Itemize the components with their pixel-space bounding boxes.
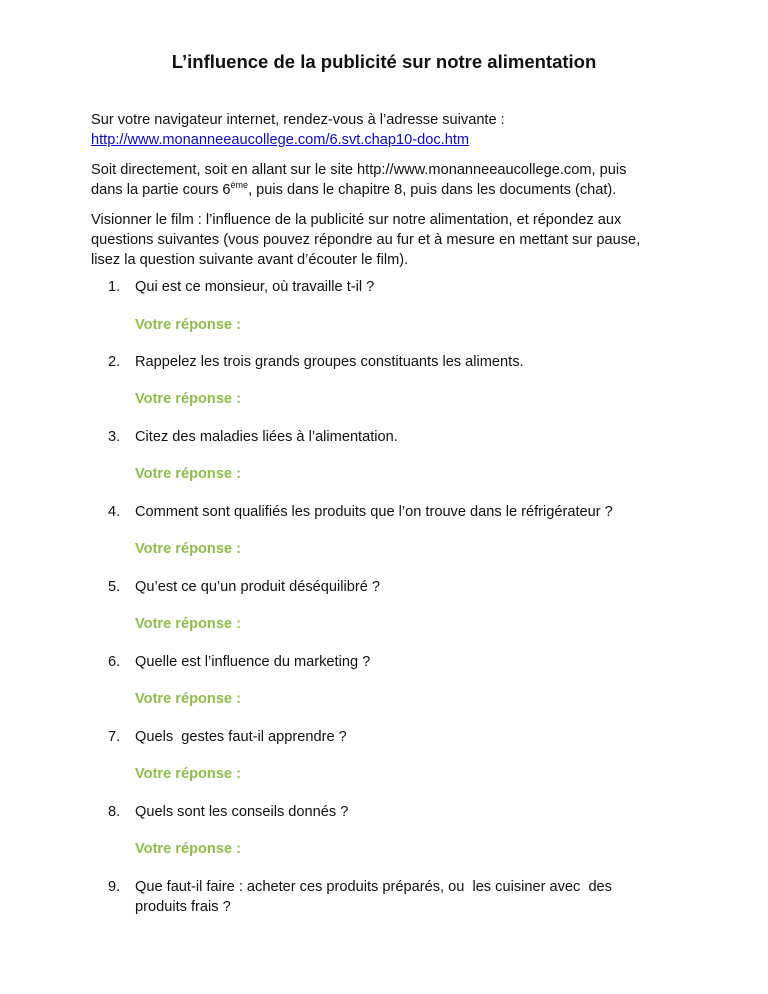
question-8 [108, 802, 668, 822]
question-text: Qu’est ce qu’un produit déséquilibré ? [135, 579, 381, 595]
directions-paragraph [91, 160, 691, 200]
question-number: 1. [108, 279, 121, 295]
question-7 [108, 727, 668, 747]
question-text: Comment sont qualifiés les produits que l’on trouve dans le réfrigérateur ? [135, 504, 613, 520]
question-5 [108, 577, 668, 597]
answer-label-4: Votre réponse : [135, 541, 241, 557]
question-text: Que faut-il faire : acheter ces produits préparés, ou les cuisiner avec des [135, 879, 612, 895]
answer-label-2: Votre réponse : [135, 391, 241, 407]
answer-label-7: Votre réponse : [135, 766, 241, 782]
question-text: Qui est ce monsieur, où travaille t-il ? [135, 279, 375, 295]
question-3 [108, 427, 668, 447]
question-text: Citez des maladies liées à l’alimentation. [135, 429, 398, 445]
question-number: 3. [108, 429, 121, 445]
instructions-line-1: Visionner le film : l’influence de la publicité sur notre alimentation, et répondez aux [91, 212, 622, 228]
instructions-paragraph [91, 210, 691, 270]
question-text: Quelle est l’influence du marketing ? [135, 654, 371, 670]
question-2 [108, 352, 668, 372]
question-text-continued: produits frais ? [135, 899, 231, 915]
question-number: 7. [108, 729, 121, 745]
answer-label-6: Votre réponse : [135, 691, 241, 707]
intro-paragraph [91, 110, 691, 150]
question-text: Quels sont les conseils donnés ? [135, 804, 349, 820]
directions-line-2: dans la partie cours 6ème, puis dans le chapitre 8, puis dans les documents (chat). [91, 180, 617, 198]
question-number: 9. [108, 879, 121, 895]
answer-label-3: Votre réponse : [135, 466, 241, 482]
answer-label-1: Votre réponse : [135, 317, 241, 333]
question-4 [108, 502, 668, 522]
question-text: Quels gestes faut-il apprendre ? [135, 729, 347, 745]
question-9 [108, 877, 668, 917]
question-6 [108, 652, 668, 672]
answer-label-8: Votre réponse : [135, 841, 241, 857]
directions-line-1: Soit directement, soit en allant sur le site http://www.monanneeaucollege.com, puis [91, 162, 627, 178]
instructions-line-3: lisez la question suivante avant d’écouter le film). [91, 252, 409, 268]
answer-label-5: Votre réponse : [135, 616, 241, 632]
document-link[interactable]: http://www.monanneeaucollege.com/6.svt.chap10-doc.htm [91, 132, 470, 148]
question-number: 8. [108, 804, 121, 820]
question-number: 6. [108, 654, 121, 670]
question-text: Rappelez les trois grands groupes constituants les aliments. [135, 354, 524, 370]
question-number: 5. [108, 579, 121, 595]
question-number: 4. [108, 504, 121, 520]
question-1 [108, 277, 668, 297]
question-number: 2. [108, 354, 121, 370]
instructions-line-2: questions suivantes (vous pouvez répondre au fur et à mesure en mettant sur pause, [91, 232, 641, 248]
intro-text: Sur votre navigateur internet, rendez-vous à l’adresse suivante : [91, 112, 505, 128]
page-title: L’influence de la publicité sur notre alimentation [171, 51, 597, 72]
